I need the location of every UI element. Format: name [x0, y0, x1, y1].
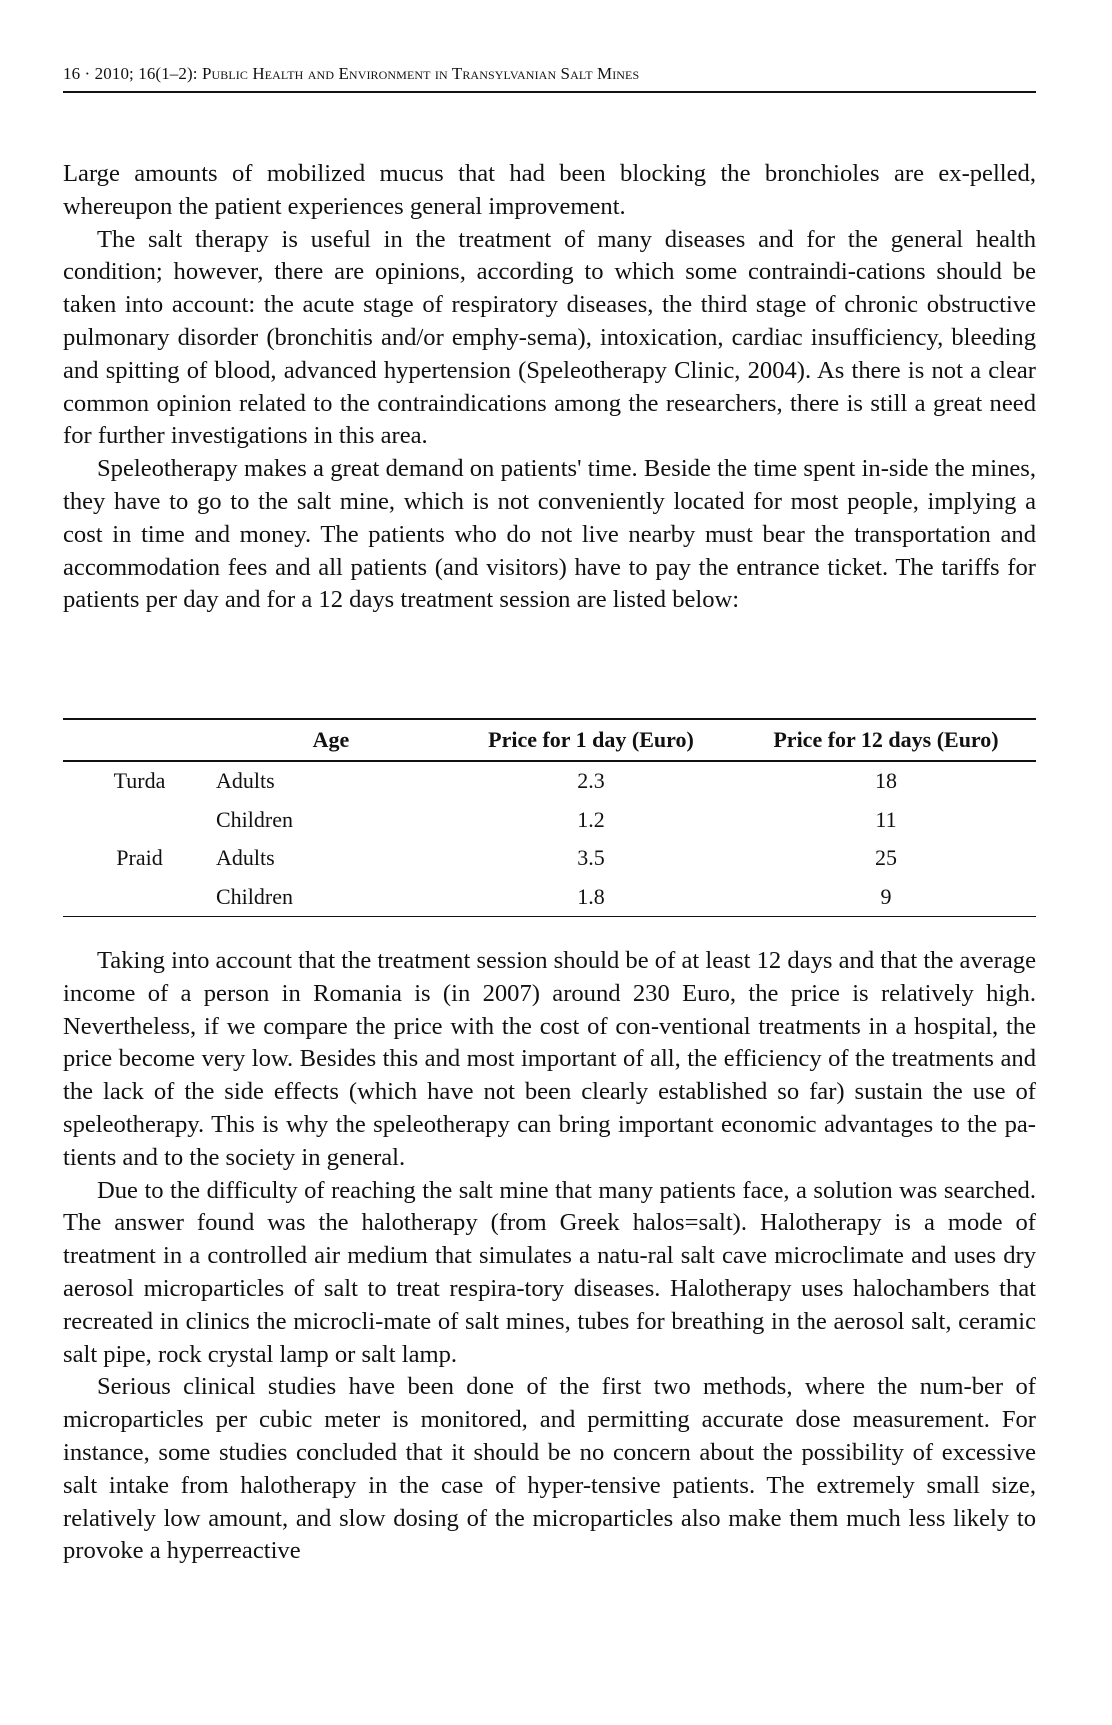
paragraph: Large amounts of mobilized mucus that had been blocking the bronchioles are ex-pelled, whereupon the patient experiences general improvement.	[63, 160, 1036, 220]
column-header: Age	[216, 719, 446, 761]
table-row	[63, 878, 1036, 917]
paragraph: Taking into account that the treatment session should be of at least 12 days and that the average income of a person in Romania is (in 2007) around 230 Euro, the price is relatively high. Nevertheless, if we compare the price with the cost of con-ventional treatments in a hospital, the price become very low. Besides this and most important of all, the efficiency of the treatments and the lack of the side effects (which have not been clearly established so far) sustain the use of speleotherapy. This is why the speleotherapy can bring important economic advantages to the pa-tients and to the society in general.	[63, 947, 1036, 1171]
running-header	[63, 64, 1036, 93]
table-cell: 3.5	[577, 845, 605, 871]
table-cell: 11	[875, 806, 897, 832]
body-text-top	[63, 158, 1036, 617]
header-title: Public Health and Environment in Transylvanian Salt Mines	[201, 64, 640, 83]
column-header: Price for 12 days (Euro)	[736, 719, 1036, 761]
header-citation: 16 · 2010; 16(1–2):	[63, 64, 202, 83]
table-cell: Children	[216, 806, 293, 832]
paragraph: The salt therapy is useful in the treatment of many diseases and for the general health condition; however, there are opinions, according to which some contraindi-cations should be taken into account: the acute stage of respiratory diseases, the third stage of chronic obstructive pulmonary disorder (bronchitis and/or emphy-sema), intoxication, cardiac insufficiency, bleeding and spitting of blood, advanced hypertension (Speleotherapy Clinic, 2004). As there is not a clear common opinion related to the contraindications among the researchers, there is still a great need for further investigations in this area.	[63, 225, 1036, 450]
paragraph: Speleotherapy makes a great demand on patients' time. Beside the time spent in-side the mines, they have to go to the salt mine, which is not conveniently located for most people, implying a cost in time and money. The patients who do not live nearby must bear the transportation and accommodation fees and all patients (and visitors) have to pay the entrance ticket. The tariffs for patients per day and for a 12 days treatment session are listed below:	[63, 455, 1036, 614]
table-cell: Adults	[216, 768, 275, 794]
table-cell: Praid	[116, 845, 163, 871]
body-text-bottom	[63, 945, 1036, 1568]
table-cell	[63, 878, 216, 917]
column-header: Price for 1 day (Euro)	[446, 719, 736, 761]
table-cell: 18	[875, 768, 897, 794]
table-cell: Turda	[113, 768, 166, 794]
table-cell: 1.2	[577, 806, 605, 832]
tariff-table	[63, 718, 1036, 917]
paragraph: Serious clinical studies have been done of the first two methods, where the num-ber of microparticles per cubic meter is monitored, and permitting accurate dose measurement. For instance, some studies concluded that it should be no concern about the possibility of excessive salt intake from halotherapy in the case of hyper-tensive patients. The extremely small size, relatively low amount, and slow dosing of the microparticles also make them much less likely to provoke a hyperreactive	[63, 1373, 1036, 1565]
table-row	[63, 761, 1036, 801]
paragraph: Due to the difficulty of reaching the salt mine that many patients face, a solution was searched. The answer found was the halotherapy (from Greek halos=salt). Halotherapy is a mode of treatment in a controlled air medium that simulates a natu-ral salt cave microclimate and uses dry aerosol microparticles of salt to treat respira-tory diseases. Halotherapy uses halochambers that recreated in clinics the microcli-mate of salt mines, tubes for breathing in the aerosol salt, ceramic salt pipe, rock crystal lamp or salt lamp.	[63, 1176, 1036, 1368]
table-row	[63, 839, 1036, 878]
table-cell: Children	[216, 883, 293, 909]
table-header-row	[63, 719, 1036, 761]
table-cell: 25	[875, 845, 897, 871]
table-cell	[63, 801, 216, 840]
table-cell: 9	[880, 883, 892, 909]
column-header	[63, 719, 216, 761]
table-cell: 1.8	[577, 883, 605, 909]
table-cell: Adults	[216, 845, 275, 871]
table-row	[63, 801, 1036, 840]
table-cell: 2.3	[577, 768, 605, 794]
